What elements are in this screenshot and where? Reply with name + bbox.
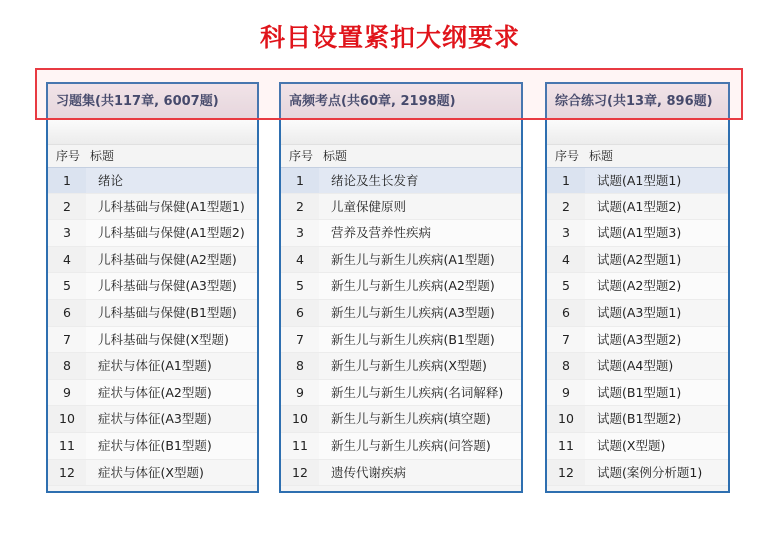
table-row[interactable] [281, 460, 521, 487]
table-row[interactable] [547, 300, 728, 327]
row-number: 4 [562, 251, 570, 267]
row-title: 营养及营养性疾病 [319, 220, 521, 246]
table-row[interactable] [281, 220, 521, 247]
row-number: 12 [292, 464, 308, 480]
table-row[interactable] [48, 327, 257, 354]
table-row[interactable] [48, 273, 257, 300]
row-number: 7 [562, 331, 570, 347]
row-number: 6 [562, 304, 570, 320]
row-number: 8 [562, 358, 570, 374]
row-number: 10 [558, 411, 574, 427]
column-header-row [281, 145, 521, 167]
row-title: 儿童保健原则 [319, 194, 521, 220]
row-title: 试题(B1型题2) [585, 406, 728, 432]
row-title: 试题(案例分析题1) [585, 460, 728, 486]
row-number: 11 [292, 437, 308, 453]
table-row[interactable] [48, 380, 257, 407]
panel-toolbar [48, 120, 257, 145]
table-row[interactable] [281, 433, 521, 460]
row-number: 11 [558, 437, 574, 453]
row-number: 6 [63, 304, 71, 320]
row-number: 9 [296, 384, 304, 400]
table-row[interactable] [281, 327, 521, 354]
row-number: 7 [296, 331, 304, 347]
table-row[interactable] [547, 353, 728, 380]
row-number: 2 [562, 198, 570, 214]
column-header-number[interactable]: 序号 [289, 149, 314, 163]
row-number: 5 [562, 278, 570, 294]
table-row[interactable] [547, 194, 728, 221]
row-number: 3 [296, 225, 304, 241]
table-row[interactable] [547, 380, 728, 407]
page-headline: 科目设置紧扣大纲要求 [259, 23, 520, 52]
table-row[interactable] [48, 194, 257, 221]
row-number: 10 [292, 411, 308, 427]
table-row[interactable] [547, 327, 728, 354]
row-number: 8 [296, 358, 304, 374]
table-row[interactable] [48, 220, 257, 247]
row-title: 儿科基础与保健(B1型题) [86, 300, 257, 326]
row-number: 3 [63, 225, 71, 241]
row-title: 绪论及生长发育 [319, 168, 521, 193]
column-header-row [547, 145, 728, 167]
table-row[interactable] [48, 247, 257, 274]
row-title: 儿科基础与保健(A1型题2) [86, 220, 257, 246]
row-number: 11 [59, 437, 75, 453]
table-row[interactable] [48, 353, 257, 380]
row-number: 1 [296, 173, 304, 188]
panel-title: 习题集(共117章, 6007题) [48, 84, 257, 120]
table-row[interactable] [281, 167, 521, 194]
column-header-row [48, 145, 257, 167]
row-title: 试题(A1型题3) [585, 220, 728, 246]
row-number: 1 [63, 173, 71, 188]
column-header-number[interactable]: 序号 [555, 149, 580, 163]
row-title: 遗传代谢疾病 [319, 460, 521, 486]
table-row[interactable] [547, 167, 728, 194]
row-title: 试题(B1型题1) [585, 380, 728, 406]
table-row[interactable] [281, 353, 521, 380]
table-row[interactable] [281, 194, 521, 221]
row-title: 新生儿与新生儿疾病(A2型题) [319, 273, 521, 299]
table-row[interactable] [281, 300, 521, 327]
panel-title: 综合练习(共13章, 896题) [547, 84, 728, 120]
row-title: 症状与体征(A2型题) [86, 380, 257, 406]
row-number: 2 [63, 198, 71, 214]
row-title: 儿科基础与保健(X型题) [86, 327, 257, 353]
table-row[interactable] [48, 460, 257, 487]
table-row[interactable] [48, 167, 257, 194]
table-row[interactable] [547, 460, 728, 487]
panel-toolbar [281, 120, 521, 145]
row-title: 症状与体征(A1型题) [86, 353, 257, 379]
table-row[interactable] [547, 406, 728, 433]
row-number: 1 [562, 173, 570, 188]
row-number: 7 [63, 331, 71, 347]
row-number: 6 [296, 304, 304, 320]
row-title: 新生儿与新生儿疾病(A1型题) [319, 247, 521, 273]
row-number: 12 [59, 464, 75, 480]
row-title: 试题(A1型题2) [585, 194, 728, 220]
panel-toolbar [547, 120, 728, 145]
row-number: 5 [63, 278, 71, 294]
row-title: 新生儿与新生儿疾病(填空题) [319, 406, 521, 432]
row-number: 12 [558, 464, 574, 480]
panel-comprehensive-practice [545, 82, 730, 493]
row-title: 儿科基础与保健(A3型题) [86, 273, 257, 299]
row-title: 儿科基础与保健(A2型题) [86, 247, 257, 273]
table-row[interactable] [48, 433, 257, 460]
table-row[interactable] [547, 273, 728, 300]
row-title: 试题(A1型题1) [585, 168, 728, 193]
row-title: 儿科基础与保健(A1型题1) [86, 194, 257, 220]
table-row[interactable] [281, 247, 521, 274]
row-number: 2 [296, 198, 304, 214]
row-number: 9 [63, 384, 71, 400]
row-number: 9 [562, 384, 570, 400]
row-number: 3 [562, 225, 570, 241]
panel-exercise-set [46, 82, 259, 493]
panel-key-points [279, 82, 523, 493]
row-title: 试题(X型题) [585, 433, 728, 459]
table-row[interactable] [48, 406, 257, 433]
panel-title: 高频考点(共60章, 2198题) [281, 84, 521, 120]
column-header-number[interactable]: 序号 [56, 149, 81, 163]
row-number: 4 [63, 251, 71, 267]
row-title: 症状与体征(A3型题) [86, 406, 257, 432]
row-title: 新生儿与新生儿疾病(问答题) [319, 433, 521, 459]
row-title: 试题(A2型题2) [585, 273, 728, 299]
table-row[interactable] [547, 247, 728, 274]
row-title: 症状与体征(X型题) [86, 460, 257, 486]
row-number: 10 [59, 411, 75, 427]
table-row[interactable] [48, 300, 257, 327]
row-title: 试题(A3型题2) [585, 327, 728, 353]
table-row[interactable] [281, 406, 521, 433]
row-title: 试题(A2型题1) [585, 247, 728, 273]
row-number: 5 [296, 278, 304, 294]
row-title: 试题(A4型题) [585, 353, 728, 379]
row-number: 4 [296, 251, 304, 267]
row-title: 症状与体征(B1型题) [86, 433, 257, 459]
row-title: 绪论 [86, 168, 257, 193]
table-row[interactable] [547, 220, 728, 247]
row-title: 新生儿与新生儿疾病(B1型题) [319, 327, 521, 353]
table-row[interactable] [281, 273, 521, 300]
table-row[interactable] [547, 433, 728, 460]
row-title: 新生儿与新生儿疾病(名词解释) [319, 380, 521, 406]
table-row[interactable] [281, 380, 521, 407]
row-number: 8 [63, 358, 71, 374]
column-header-title[interactable]: 标题 [323, 149, 348, 163]
column-header-title[interactable]: 标题 [589, 149, 614, 163]
column-header-title[interactable]: 标题 [90, 149, 115, 163]
row-title: 试题(A3型题1) [585, 300, 728, 326]
row-title: 新生儿与新生儿疾病(X型题) [319, 353, 521, 379]
row-title: 新生儿与新生儿疾病(A3型题) [319, 300, 521, 326]
